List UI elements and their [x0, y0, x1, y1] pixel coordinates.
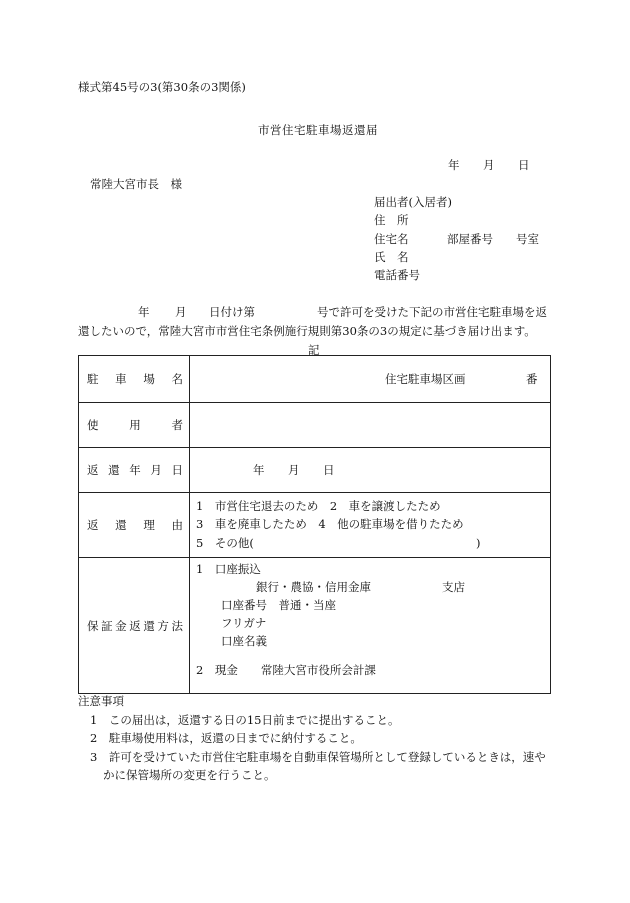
date-month: 月: [483, 158, 495, 172]
deposit-transfer-label: 1 口座振込: [196, 562, 261, 576]
parking-section-label: 住宅駐車場区画: [385, 372, 466, 386]
note-3a: 3 許可を受けていた市営住宅駐車場を自動車保管場所として登録しているときは，速や: [90, 750, 546, 764]
row-return-date: [79, 448, 551, 493]
parking-number-suffix: 番: [526, 372, 538, 386]
label-deposit-method: 保 証 金 返 還 方 法: [79, 558, 190, 694]
ki-mark: 記: [308, 343, 320, 357]
body-line1-rest: 号で許可を受けた下記の市営住宅駐車場を返: [317, 305, 547, 319]
date-day: 日: [518, 158, 530, 172]
body-line2: 還したいので，常陸大宮市市営住宅条例施行規則第30条の3の規定に基づき届け出ます。: [78, 324, 536, 338]
applicant-name-label: 氏 名: [374, 250, 409, 264]
applicant-residence-label: 住宅名: [374, 232, 409, 246]
value-user[interactable]: [190, 403, 551, 448]
value-parking-name[interactable]: [190, 356, 551, 403]
reason-line3-close: ): [476, 536, 481, 550]
form-title: 市営住宅駐車場返還届: [258, 123, 378, 137]
deposit-account-holder: 口座名義: [221, 634, 267, 648]
addressee: 常陸大宮市長 様: [90, 177, 182, 191]
return-day: 日: [323, 463, 335, 477]
label-return-reason: 返 還 理 由: [79, 493, 190, 558]
applicant-phone-label: 電話番号: [374, 268, 420, 282]
applicant-address-label: 住 所: [374, 213, 409, 227]
label-return-date: 返 還 年 月 日: [79, 448, 190, 493]
deposit-cash-option: 2 現金 常陸大宮市役所会計課: [196, 663, 376, 677]
notes-heading: 注意事項: [78, 694, 124, 708]
deposit-account-number: 口座番号 普通・当座: [221, 598, 336, 612]
form-number: 様式第45号の3(第30条の3関係): [78, 80, 246, 94]
row-parking-name: [79, 356, 551, 403]
value-return-reason[interactable]: [190, 493, 551, 558]
value-deposit-method[interactable]: [190, 558, 551, 694]
applicant-room-number-label: 部屋番号: [447, 232, 493, 246]
applicant-room-label: 号室: [516, 232, 539, 246]
form-table: [78, 355, 551, 694]
reason-line1: 1 市営住宅退去のため 2 車を譲渡したため: [196, 499, 441, 513]
body-day-number: 日付け第: [209, 305, 255, 319]
deposit-furigana: フリガナ: [221, 616, 267, 630]
applicant-heading: 届出者(入居者): [374, 195, 452, 209]
reason-line2: 3 車を廃車したため 4 他の駐車場を借りたため: [196, 517, 464, 531]
body-year: 年: [138, 305, 150, 319]
reason-line3: 5 その他(: [196, 536, 254, 550]
deposit-bank-type: 銀行・農協・信用金庫: [256, 580, 371, 594]
body-month: 月: [175, 305, 187, 319]
row-deposit-method: [79, 558, 551, 694]
label-user: 使 用 者: [79, 403, 190, 448]
note-3b: かに保管場所の変更を行うこと。: [103, 768, 276, 782]
row-return-reason: [79, 493, 551, 558]
label-parking-name: 駐 車 場 名: [79, 356, 190, 403]
note-1: 1 この届出は，返還する日の15日前までに提出すること。: [90, 713, 400, 727]
return-year: 年: [253, 463, 265, 477]
date-year: 年: [448, 158, 460, 172]
return-month: 月: [288, 463, 300, 477]
note-2: 2 駐車場使用料は，返還の日までに納付すること。: [90, 731, 362, 745]
value-return-date[interactable]: [190, 448, 551, 493]
row-user: [79, 403, 551, 448]
deposit-branch-label: 支店: [442, 580, 465, 594]
